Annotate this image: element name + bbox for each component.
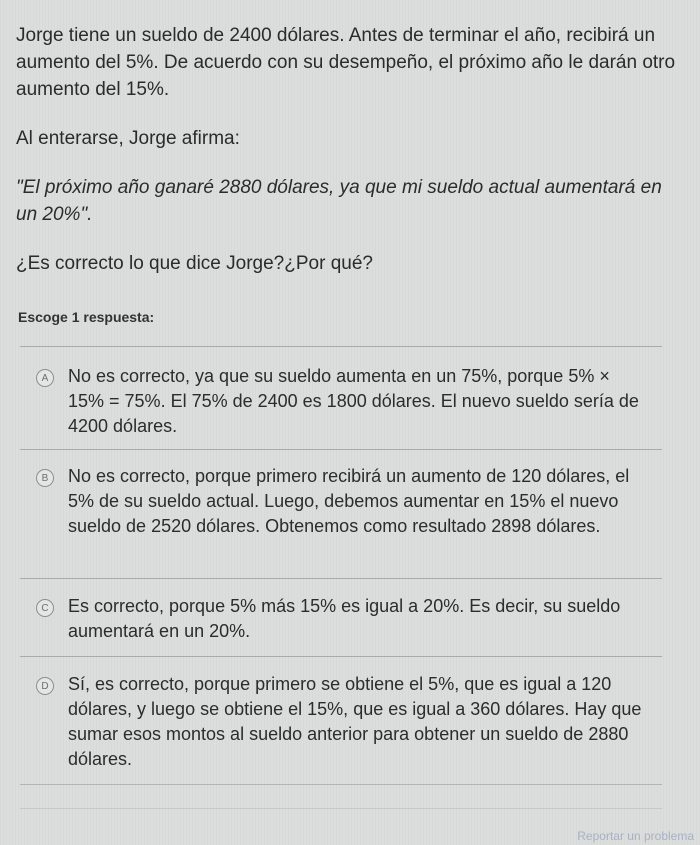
- radio-button-d[interactable]: D: [36, 677, 54, 695]
- radio-button-c[interactable]: C: [36, 599, 54, 617]
- report-problem-link[interactable]: Reportar un problema: [577, 829, 694, 843]
- option-a-text: No es correcto, ya que su sueldo aumenta en un 75%, porque 5% × 15% = 75%. El 75% de 2400 es 1800 dólares. El nuevo sueldo sería de 4200 dólares.: [68, 366, 639, 436]
- answer-option-c[interactable]: [30, 594, 660, 644]
- answer-option-b[interactable]: [30, 464, 660, 539]
- divider: [20, 656, 662, 657]
- question-block: [16, 22, 688, 277]
- divider: [20, 449, 662, 450]
- question-intro: Al enterarse, Jorge afirma:: [16, 128, 240, 149]
- divider: [20, 346, 662, 347]
- radio-button-a[interactable]: A: [36, 369, 54, 387]
- answer-option-d[interactable]: [30, 672, 660, 772]
- answer-option-a[interactable]: [30, 364, 660, 439]
- question-prompt: ¿Es correcto lo que dice Jorge?¿Por qué?: [16, 253, 373, 274]
- divider: [20, 808, 662, 809]
- question-statement: Jorge tiene un sueldo de 2400 dólares. Antes de terminar el año, recibirá un aumento del 5%. De acuerdo con su desempeño, el próximo año le darán otro aumento del 15%.: [16, 25, 676, 100]
- choose-answer-label: Escoge 1 respuesta:: [18, 309, 155, 325]
- radio-button-b[interactable]: B: [36, 469, 54, 487]
- option-c-text: Es correcto, porque 5% más 15% es igual a 20%. Es decir, su sueldo aumentará en un 20%.: [68, 596, 621, 641]
- option-b-text: No es correcto, porque primero recibirá un aumento de 120 dólares, el 5% de su sueldo actual. Luego, debemos aumentar en 15% el nuevo sueldo de 2520 dólares. Obtenemos como resultado 2898 dólares.: [68, 466, 630, 536]
- jorge-quote: "El próximo año ganaré 2880 dólares, ya que mi sueldo actual aumentará en un 20%".: [16, 177, 662, 225]
- divider: [20, 784, 662, 785]
- option-d-text: Sí, es correcto, porque primero se obtiene el 5%, que es igual a 120 dólares, y luego se obtiene el 15%, que es igual a 360 dólares. Hay que sumar esos montos al sueldo anterior para obtener un sueldo de 2880 dólares.: [68, 674, 642, 769]
- divider: [20, 578, 662, 579]
